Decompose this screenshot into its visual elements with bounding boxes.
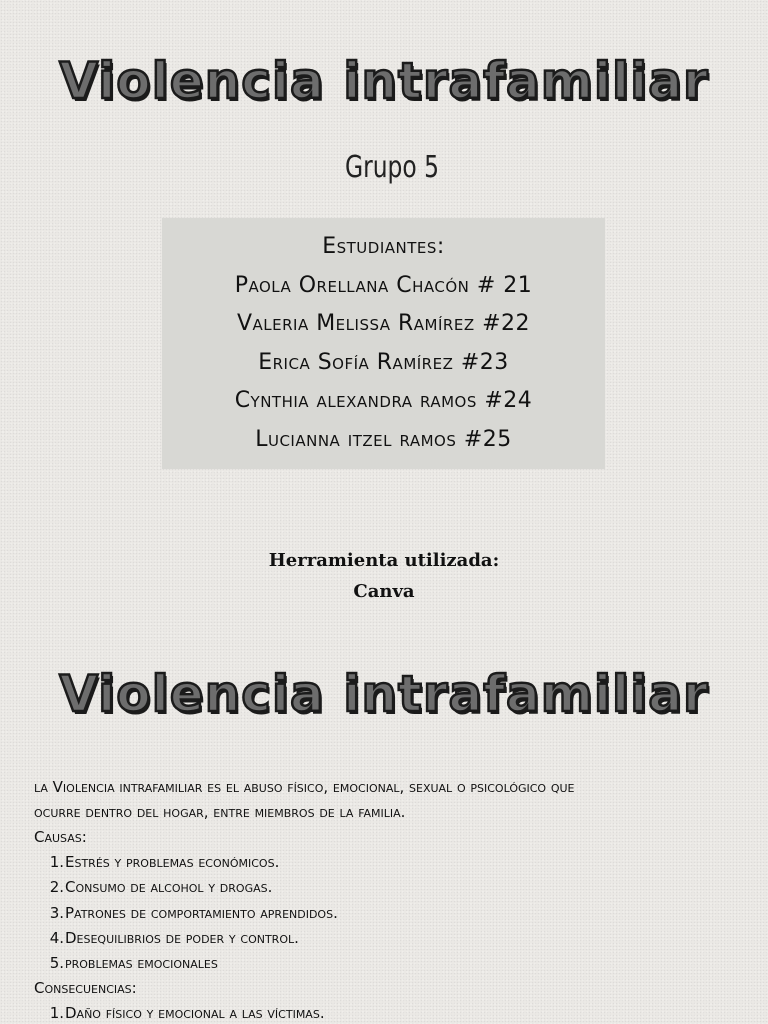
tool-label: Herramienta utilizada: [268,550,500,571]
list-item-number: 2. [49,878,64,896]
student-name: Lucianna itzel ramos #25 [255,427,512,452]
student-name: Erica Sofía Ramírez #23 [258,350,509,375]
list-item: problemas emocionales [65,954,218,972]
list-item: Consumo de alcohol y drogas. [65,878,273,896]
section-title: Violencia intrafamiliar [59,665,709,723]
list-item-number: 4. [49,929,64,947]
cover-title: Violencia intrafamiliar [59,52,709,110]
list-item: Estrés y problemas económicos. [65,853,280,871]
list-item-number: 5. [49,954,64,972]
student-name: Valeria Melissa Ramírez #22 [236,311,531,336]
causes-heading: Causas: [34,828,87,846]
list-item: Daño físico y emocional a las víctimas. [65,1004,325,1022]
list-item: Desequilibrios de poder y control. [65,929,299,947]
list-item-number: 1. [49,853,64,871]
list-item-number: 3. [49,904,64,922]
definition-line-2: ocurre dentro del hogar, entre miembros de la familia. [34,803,406,821]
students-heading: Estudiantes: [322,234,445,259]
definition-line-1: la Violencia intrafamiliar es el abuso físico, emocional, sexual o psicológico que [34,778,575,796]
tool-value: Canva [353,581,415,602]
students-box [162,218,605,469]
student-name: Cynthia alexandra ramos #24 [234,388,533,413]
list-item: Patrones de comportamiento aprendidos. [65,904,338,922]
list-item-number: 1. [49,1004,64,1022]
consequences-heading: Consecuencias: [34,979,137,997]
student-name: Paola Orellana Chacón # 21 [234,273,533,298]
group-subtitle: Grupo 5 [344,150,440,185]
